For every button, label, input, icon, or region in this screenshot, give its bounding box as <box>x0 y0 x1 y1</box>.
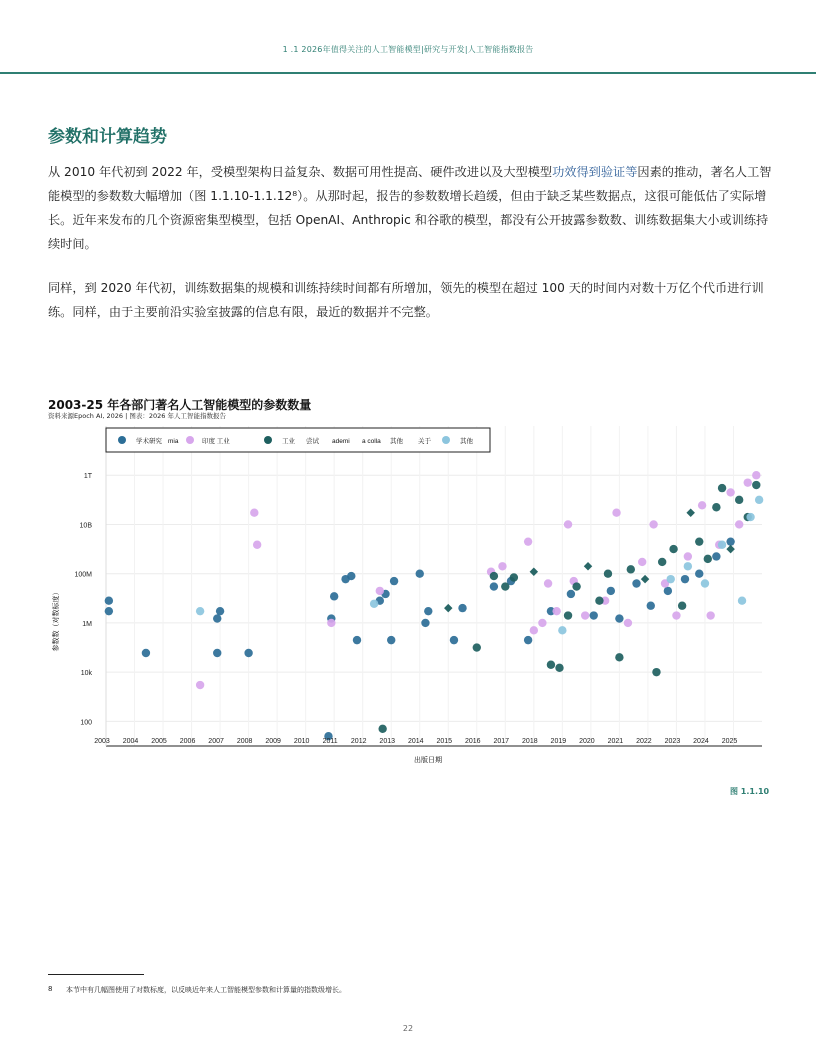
data-point <box>490 572 498 580</box>
footnote-text: 本节中有几幅图使用了对数标度，以反映近年来人工智能模型参数和计算量的指数级增长。 <box>66 986 346 994</box>
data-point <box>704 555 712 563</box>
data-point <box>547 661 555 669</box>
data-point <box>250 509 258 517</box>
data-point <box>105 596 113 604</box>
data-point <box>376 587 384 595</box>
data-point <box>669 545 677 553</box>
data-point <box>327 619 335 627</box>
chart-legend <box>106 428 490 452</box>
x-tick-label: 2023 <box>664 738 681 745</box>
data-point <box>196 681 204 689</box>
x-tick-label: 2017 <box>493 738 510 745</box>
data-point <box>735 496 743 504</box>
legend-marker <box>186 436 194 444</box>
x-tick-label: 2003 <box>94 738 110 745</box>
data-point <box>558 626 566 634</box>
data-point <box>353 636 361 644</box>
data-point <box>681 575 689 583</box>
data-point <box>712 552 720 560</box>
data-point <box>244 649 252 657</box>
data-point <box>706 611 714 619</box>
x-axis-label: 出版日期 <box>414 757 442 764</box>
data-point <box>555 664 563 672</box>
scatter-chart <box>40 420 780 780</box>
data-point <box>490 582 498 590</box>
legend-label: a colla <box>362 438 381 445</box>
y-tick-label: 100 <box>80 719 92 727</box>
figure-label: 图 1.1.10 <box>730 787 770 796</box>
y-axis-label: 参数数（对数标度） <box>53 588 60 652</box>
legend-marker <box>264 436 272 444</box>
data-point <box>718 484 726 492</box>
data-point <box>416 569 424 577</box>
data-point <box>216 607 224 615</box>
data-point <box>624 619 632 627</box>
x-tick-label: 2008 <box>236 738 253 745</box>
data-point <box>672 611 680 619</box>
data-point <box>421 619 429 627</box>
legend-label: 学术研究 <box>136 438 162 445</box>
data-point <box>735 520 743 528</box>
x-tick-label: 2016 <box>464 738 481 745</box>
x-tick-label: 2022 <box>636 738 652 745</box>
legend-marker <box>118 436 126 444</box>
data-point <box>752 481 760 489</box>
data-point <box>695 537 703 545</box>
data-point <box>581 611 589 619</box>
data-point <box>664 587 672 595</box>
data-point <box>726 537 734 545</box>
data-point <box>678 602 686 610</box>
y-tick-label: 10B <box>79 522 92 530</box>
data-point <box>701 579 709 587</box>
x-tick-label: 2015 <box>436 738 453 745</box>
data-point <box>604 569 612 577</box>
data-point <box>698 501 706 509</box>
data-point <box>658 558 666 566</box>
data-point <box>684 562 692 570</box>
data-point <box>501 582 509 590</box>
y-tick-label: 10k <box>80 670 92 678</box>
data-point <box>142 649 150 657</box>
data-point <box>544 579 552 587</box>
data-point <box>424 607 432 615</box>
data-point <box>567 590 575 598</box>
data-point <box>744 478 752 486</box>
data-point <box>347 572 355 580</box>
legend-label: 其他 <box>390 438 403 445</box>
data-point <box>712 503 720 511</box>
x-tick-label: 2014 <box>407 738 424 745</box>
data-point <box>530 626 538 634</box>
x-tick-label: 2021 <box>607 738 624 745</box>
data-point <box>524 636 532 644</box>
header-text: 1 .1 2026年值得关注的人工智能模型|研究与开发|人工智能指数报告 <box>282 45 534 54</box>
data-point <box>390 577 398 585</box>
y-tick-label: 100M <box>74 571 92 579</box>
paragraph-1-part2: 因素的推动，著名人工智能模型的参数数大幅增加（图 1.1.10-1.1.12⁸）。从那时起，报告的参数数增长趋缓，但由于缺乏某些数据点，这很可能低估了实际增长。近年来发布的几个资源密集型模型，包括 OpenAI、Anthropic 和谷歌的模型，都没有公开披露参数数、训练数据集大小或训练持续时间。 <box>48 165 772 251</box>
data-point <box>612 509 620 517</box>
data-point <box>378 725 386 733</box>
paragraph-2: 同样，到 2020 年代初，训练数据集的规模和训练持续时间都有所增加，领先的模型在超过 100 天的时间内对数十万亿个代币进行训练。同样，由于主要前沿实验室披露的信息有限，最近的数据并不完整。 <box>48 281 764 319</box>
data-point <box>667 575 675 583</box>
paragraph-1 <box>48 160 778 256</box>
legend-label: ademi <box>332 438 350 445</box>
data-point <box>607 587 615 595</box>
legend-label: mia <box>168 438 179 445</box>
data-point <box>498 562 506 570</box>
x-tick-label: 2007 <box>208 738 224 745</box>
x-tick-label: 2010 <box>293 738 310 745</box>
page-number: 22 <box>402 1024 414 1033</box>
data-point <box>638 558 646 566</box>
legend-label: 工业 <box>282 438 295 445</box>
legend-label: 尝试 <box>306 438 319 445</box>
data-point <box>105 607 113 615</box>
data-point <box>695 569 703 577</box>
x-tick-label: 2006 <box>179 738 196 745</box>
data-point <box>213 649 221 657</box>
page-header <box>0 0 816 74</box>
legend-label: 印度 工业 <box>202 438 230 445</box>
legend-label: 关于 <box>418 438 431 445</box>
data-point <box>564 611 572 619</box>
data-point <box>590 611 598 619</box>
data-point <box>330 592 338 600</box>
data-point <box>752 471 760 479</box>
data-point <box>718 541 726 549</box>
data-point <box>649 520 657 528</box>
data-point <box>615 614 623 622</box>
x-tick-label: 2025 <box>721 738 738 745</box>
x-tick-label: 2013 <box>379 738 396 745</box>
data-point <box>726 488 734 496</box>
figure-source: 资料来源Epoch AI, 2026 | 图表：2026 年人工智能指数报告 <box>48 412 226 420</box>
data-point <box>524 537 532 545</box>
data-point <box>627 565 635 573</box>
legend-label: 其他 <box>460 438 473 445</box>
x-tick-label: 2024 <box>693 738 709 745</box>
data-point <box>738 596 746 604</box>
figure-title: 2003-25 年各部门著名人工智能模型的参数数量 <box>48 398 312 412</box>
legend-marker <box>442 436 450 444</box>
data-point <box>755 496 763 504</box>
section-title: 参数和计算趋势 <box>48 127 167 147</box>
data-point <box>253 541 261 549</box>
data-point <box>746 513 754 521</box>
data-point <box>564 520 572 528</box>
data-point <box>647 602 655 610</box>
x-tick-label: 2020 <box>579 738 595 745</box>
y-tick-label: 1T <box>83 473 92 481</box>
data-point <box>684 552 692 560</box>
x-tick-label: 2004 <box>122 738 139 745</box>
x-tick-label: 2011 <box>322 738 338 745</box>
data-point <box>552 607 560 615</box>
x-tick-label: 2005 <box>151 738 167 745</box>
data-point <box>510 573 518 581</box>
data-point <box>572 582 580 590</box>
data-point <box>473 643 481 651</box>
data-point <box>450 636 458 644</box>
data-point <box>652 668 660 676</box>
data-point <box>538 619 546 627</box>
data-point <box>595 596 603 604</box>
y-tick-label: 1M <box>82 620 92 628</box>
paragraph-1-part1: 从 2010 年代初到 2022 年，受模型架构日益复杂、数据可用性提高、硬件改进以及大型模型 <box>48 165 553 179</box>
data-point <box>458 604 466 612</box>
x-tick-label: 2012 <box>350 738 367 745</box>
x-tick-label: 2018 <box>522 738 538 745</box>
legend-box <box>106 428 490 452</box>
data-point <box>213 614 221 622</box>
footnote-divider <box>48 974 144 975</box>
data-point <box>632 579 640 587</box>
x-tick-label: 2019 <box>550 738 567 745</box>
data-point <box>370 600 378 608</box>
data-point <box>196 607 204 615</box>
data-point <box>615 653 623 661</box>
x-tick-label: 2009 <box>265 738 281 745</box>
paragraph-1-link[interactable]: 功效得到验证等 <box>552 165 638 179</box>
footnote-number: 8 <box>48 985 53 993</box>
data-point <box>387 636 395 644</box>
